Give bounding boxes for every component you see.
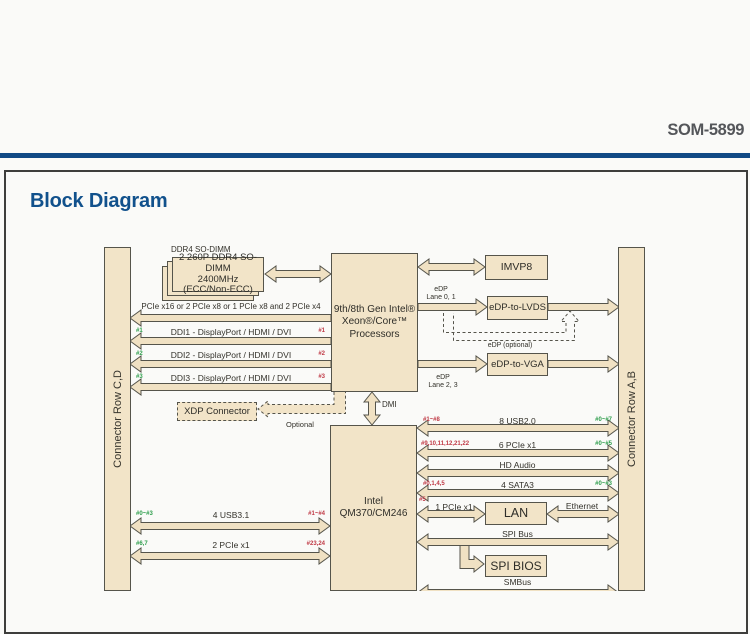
ddi2-label: DDI2 - DisplayPort / HDMI / DVI	[170, 350, 292, 360]
usb31-label: 4 USB3.1	[212, 510, 250, 520]
cpu-box: 9th/8th Gen Intel® Xeon®/Core™ Processors	[331, 253, 418, 392]
ddi1-lane-left: #1	[136, 328, 143, 334]
ddi1-lane-right: #1	[318, 328, 325, 334]
connector-row-ab-bar	[618, 247, 645, 591]
arrow-dmi	[364, 392, 380, 425]
usb20-lane-left: #1~#8	[423, 417, 440, 423]
ddi3-label: DDI3 - DisplayPort / HDMI / DVI	[170, 373, 292, 383]
spi-bios-branch-arrow	[460, 546, 484, 573]
dmi-label: DMI	[382, 400, 397, 409]
smbus-label: SMBus	[503, 577, 532, 587]
edp-lane23-label: eDP Lane 2, 3	[428, 374, 458, 389]
sata3-lane-left: #0,1,4,5	[423, 481, 445, 487]
edp-optional-label: eDP (optional)	[487, 342, 533, 349]
pcie1-label: 1 PCIe x1	[435, 502, 473, 512]
edp-lane01-label: eDP Lane 0, 1	[426, 286, 456, 301]
arrow-2pcie	[130, 548, 330, 564]
arrow-pcie-x16	[130, 310, 331, 326]
edp-to-vga-box: eDP-to-VGA	[487, 353, 548, 376]
usb20-lane-right: #0~#7	[595, 417, 612, 423]
connector-row-ab-label: Connector Row A,B	[625, 371, 638, 467]
arrow-usb31	[130, 518, 330, 534]
spi-bus-label: SPI Bus	[502, 529, 533, 539]
arrow-cpu-imvp8	[418, 259, 485, 275]
pcie6-lane-right: #0~#5	[595, 441, 612, 447]
connector-row-cd-label: Connector Row C,D	[111, 370, 124, 468]
pcie2-label: 2 PCIe x1	[212, 540, 250, 550]
arrow-edp-lvds-out	[548, 299, 619, 315]
pcie6-label: 6 PCIe x1	[498, 440, 537, 450]
ddi3-lane-left: #3	[136, 374, 143, 380]
sata3-label: 4 SATA3	[501, 480, 534, 490]
pcie6-lane-left: #9,10,11,12,21,22	[421, 441, 470, 447]
section-title: Block Diagram	[30, 190, 168, 212]
usb20-label: 8 USB2.0	[499, 416, 536, 426]
xdp-connector-box: XDP Connector	[177, 402, 257, 421]
lan-box: LAN	[485, 502, 547, 525]
ddi1-label: DDI1 - DisplayPort / HDMI / DVI	[170, 327, 292, 337]
header-rule	[0, 153, 750, 158]
spi-bios-box: SPI BIOS	[485, 555, 547, 577]
ddr4-sodimm-label: DDR4 SO-DIMM	[171, 245, 231, 254]
connector-row-cd-bar	[104, 247, 131, 591]
sata3-lane-right: #0~#3	[595, 481, 612, 487]
hd-audio-label: HD Audio	[499, 460, 536, 470]
chipset-box: Intel QM370/CM246	[330, 425, 417, 591]
pcie-x16-label: PCIe x16 or 2 PCIe x8 or 1 PCIe x8 and 2 PCIe x4	[141, 302, 321, 311]
xdp-optional-dashed-arrow	[258, 392, 346, 417]
pcie2-lane-left: #6,7	[136, 541, 148, 547]
arrow-ddr4-cpu	[265, 266, 331, 282]
ethernet-label: Ethernet	[565, 501, 599, 511]
pcie2-lane-right: #23,24	[306, 541, 325, 547]
arrow-edp-lvds-in	[418, 299, 487, 315]
optional-label: Optional	[286, 420, 314, 429]
usb31-lane-right: #1~#4	[308, 511, 325, 517]
edp-to-lvds-box: eDP-to-LVDS	[487, 296, 548, 320]
ddi2-lane-right: #2	[318, 351, 325, 357]
pcie1-lane: #5	[419, 497, 426, 503]
ddi2-lane-left: #2	[136, 351, 143, 357]
usb31-lane-left: #0~#3	[136, 511, 153, 517]
page-header-product: SOM-5899	[667, 121, 744, 139]
ddr4-sodimm-box: 2 260P DDR4 SO-DIMM 2400MHz (ECC/Non-ECC)	[172, 257, 264, 292]
imvp8-box: IMVP8	[485, 255, 548, 280]
arrow-edp-vga-out	[548, 356, 619, 372]
arrow-edp-vga-in	[418, 356, 487, 372]
ddi3-lane-right: #3	[318, 374, 325, 380]
